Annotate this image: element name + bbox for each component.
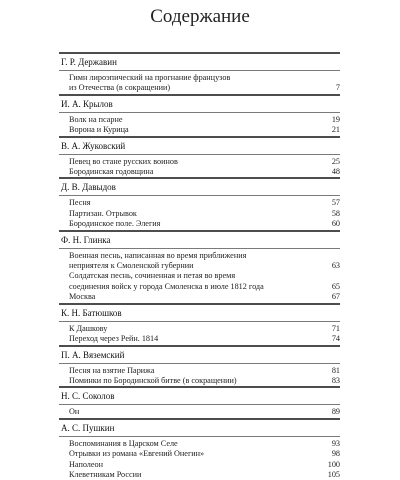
entry-list xyxy=(59,321,340,345)
author-heading xyxy=(59,136,340,154)
entry-list xyxy=(59,436,340,480)
toc-entry[interactable] xyxy=(59,324,340,334)
entry-list xyxy=(59,195,340,229)
toc-entry[interactable] xyxy=(59,366,340,376)
entry-title-line: Клеветникам России xyxy=(69,469,142,479)
author-name: К. Н. Батюшков xyxy=(61,307,122,318)
page-number: 25 xyxy=(331,156,340,166)
page-number: 74 xyxy=(331,334,340,344)
author-name: А. С. Пушкин xyxy=(61,422,115,433)
toc-entry[interactable] xyxy=(59,219,340,229)
toc-entry[interactable] xyxy=(59,292,340,302)
entry-title-line: Песня на взятие Парижа xyxy=(69,365,155,375)
toc-entry[interactable] xyxy=(59,209,340,219)
toc-entry[interactable] xyxy=(59,470,340,480)
entry-list xyxy=(59,404,340,417)
page-number: 65 xyxy=(331,281,340,291)
page-number: 58 xyxy=(331,208,340,218)
page-number: 60 xyxy=(331,219,340,229)
page-number: 57 xyxy=(331,198,340,208)
page-number: 93 xyxy=(331,438,340,448)
author-heading xyxy=(59,418,340,436)
page-number: 81 xyxy=(331,365,340,375)
entry-title-line: Певец во стане русских воинов xyxy=(69,156,178,166)
entry-title-line: из Отечества (в сокращении) xyxy=(69,83,171,93)
page-number: 48 xyxy=(331,167,340,177)
entry-title-line: Бородинская годовщина xyxy=(69,167,154,177)
author-name: Г. Р. Державин xyxy=(61,57,117,67)
toc-entry[interactable] xyxy=(59,439,340,449)
entry-list xyxy=(59,154,340,178)
entry-title-line: неприятеля к Смоленской губернии xyxy=(69,261,194,271)
page-number: 19 xyxy=(331,114,340,124)
entry-title-line: соединения войск у города Смоленска в июле 1812 года xyxy=(69,281,264,291)
entry-title-line: Поминки по Бородинской битве (в сокращении) xyxy=(69,375,237,385)
toc-entry[interactable] xyxy=(59,407,340,417)
entry-title-line: Ворона и Курица xyxy=(69,125,129,135)
author-heading xyxy=(59,177,340,195)
entry-list xyxy=(59,70,340,94)
author-heading xyxy=(59,230,340,248)
toc-entry[interactable] xyxy=(59,198,340,208)
page-number: 98 xyxy=(331,449,340,459)
toc-entry[interactable] xyxy=(59,167,340,177)
toc-section xyxy=(59,94,340,136)
entry-title-line: Солдатская песнь, сочиненная и петая во время xyxy=(69,271,236,281)
author-name: Ф. Н. Глинка xyxy=(61,234,111,245)
entry-title-line: Волк на псарне xyxy=(69,114,123,124)
author-heading xyxy=(59,386,340,404)
entry-title-line: Москва xyxy=(69,292,96,302)
toc-entry[interactable] xyxy=(59,334,340,344)
toc-entry[interactable] xyxy=(59,460,340,470)
table-of-contents xyxy=(59,52,340,480)
toc-section xyxy=(59,418,340,480)
entry-title-line: К Дашкову xyxy=(69,323,108,333)
entry-list xyxy=(59,248,340,303)
toc-section xyxy=(59,136,340,178)
page-number: 105 xyxy=(327,469,340,479)
entry-title-line: Наполеон xyxy=(69,459,104,469)
entry-list xyxy=(59,112,340,136)
entry-title-line: Военная песнь, написанная во время приближения xyxy=(69,250,247,260)
toc-entry[interactable] xyxy=(59,449,340,459)
toc-entry[interactable] xyxy=(59,251,340,272)
author-heading xyxy=(59,52,340,70)
toc-entry[interactable] xyxy=(59,157,340,167)
entry-title-line: Бородинское поле. Элегия xyxy=(69,219,161,229)
entry-title-line: Воспоминания в Царском Селе xyxy=(69,438,178,448)
author-heading xyxy=(59,94,340,112)
page-title: Содержание xyxy=(150,6,250,27)
toc-section xyxy=(59,52,340,94)
page-number: 67 xyxy=(331,292,340,302)
author-heading xyxy=(59,303,340,321)
author-name: Д. В. Давыдов xyxy=(61,182,116,193)
entry-list xyxy=(59,363,340,387)
page-number: 7 xyxy=(335,83,340,93)
author-name: В. А. Жуковский xyxy=(61,140,126,151)
toc-section xyxy=(59,386,340,417)
page-number: 83 xyxy=(331,375,340,385)
entry-title-line: Партизан. Отрывок xyxy=(69,208,137,218)
page-number: 63 xyxy=(331,261,340,271)
page-number: 89 xyxy=(331,407,340,417)
page-number: 71 xyxy=(331,323,340,333)
author-name: П. А. Вяземский xyxy=(61,349,125,360)
toc-section xyxy=(59,345,340,387)
page-number: 21 xyxy=(331,125,340,135)
entry-title-line: Отрывки из романа «Евгений Онегин» xyxy=(69,449,205,459)
toc-entry[interactable] xyxy=(59,115,340,125)
author-heading xyxy=(59,345,340,363)
author-name: И. А. Крылов xyxy=(61,98,113,109)
author-name: Н. С. Соколов xyxy=(61,391,115,402)
toc-section xyxy=(59,303,340,345)
entry-title-line: Он xyxy=(69,407,80,417)
page-number: 100 xyxy=(327,459,340,469)
toc-entry[interactable] xyxy=(59,271,340,292)
toc-entry[interactable] xyxy=(59,73,340,94)
toc-entry[interactable] xyxy=(59,376,340,386)
entry-title-line: Переход через Рейн. 1814 xyxy=(69,334,159,344)
toc-section xyxy=(59,230,340,303)
toc-entry[interactable] xyxy=(59,125,340,135)
toc-section xyxy=(59,177,340,229)
entry-title-line: Гимн лироэпический на прогнание французов xyxy=(69,73,231,82)
entry-title-line: Песня xyxy=(69,198,91,208)
